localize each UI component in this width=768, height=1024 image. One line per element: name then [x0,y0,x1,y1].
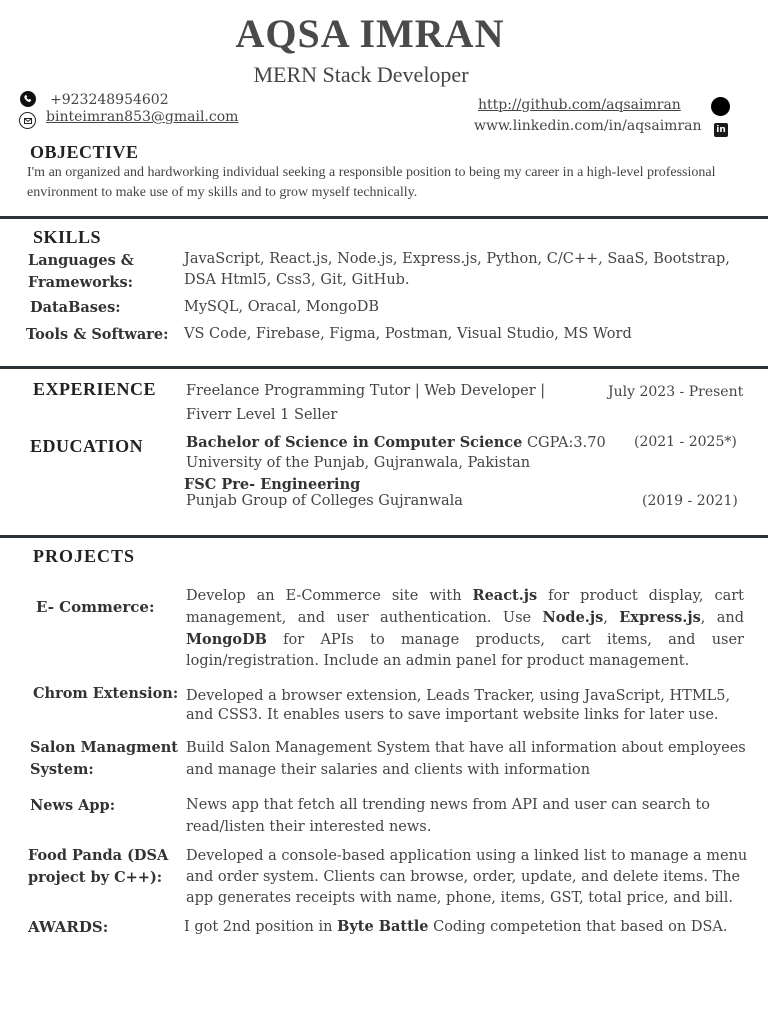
skills-label-tools: Tools & Software: [26,326,169,343]
project-text-news: News app that fetch all trending news from API and user can search to read/listen their interested news. [186,797,711,835]
fsc-date: (2019 - 2021) [642,493,738,509]
phone-number[interactable]: +923248954602 [50,92,169,108]
cgpa: CGPA:3.70 [526,435,606,451]
experience-title: Freelance Programming Tutor | Web Developer | Fiverr Level 1 Seller [186,383,546,423]
github-icon[interactable] [711,97,730,116]
fsc-degree: FSC Pre- Engineering [184,476,361,493]
project-text-foodpanda: Developed a console-based application using a linked list to manage a menu and order system. Clients can browse, order, update, and delete items. The app generates receipts with name, phone, items, GST, total price, and bill. [186,848,748,906]
projects-heading: PROJECTS [33,546,136,566]
project-label-news: News App: [30,797,116,814]
section-divider [0,535,768,538]
skills-label-databases: DataBases: [30,299,121,316]
skills-value-databases: MySQL, Oracal, MongoDB [184,299,379,315]
skills-value-tools: VS Code, Firebase, Figma, Postman, Visual Studio, MS Word [184,326,632,342]
university-name: University of the Punjab, Gujranwala, Pakistan [186,455,531,471]
job-title: MERN Stack Developer [253,62,469,87]
section-divider [0,216,768,219]
github-link[interactable]: http://github.com/aqsaimran [478,97,681,113]
experience-heading: EXPERIENCE [33,379,157,399]
project-label-chrome: Chrom Extension: [33,685,179,702]
degree-date: (2021 - 2025*) [634,434,737,450]
project-label-salon: Salon Managment System: [30,739,178,778]
project-text-ecommerce: Develop an E-Commerce site with React.js for product display, cart management, and user authentication. Use Node.js, Express.js, and MongoDB for APIs to manage products, cart items, and user login/registration. Include an admin panel for product management. [186,587,745,669]
linkedin-link[interactable]: www.linkedin.com/in/aqsaimran [474,118,702,134]
objective-text: I'm an organized and hardworking individual seeking a responsible position to being my career in a high-level professional environment to make use of my skills and to grow myself technically. [27,165,716,200]
skills-label-languages: Languages & Frameworks: [28,252,134,291]
skills-value-languages: JavaScript, React.js, Node.js, Express.js, Python, C/C++, SaaS, Bootstrap, DSA Html5, Css3, Git, GitHub. [184,251,730,288]
project-label-ecommerce: E- Commerce: [36,598,155,616]
objective-heading: OBJECTIVE [30,142,139,162]
college-name: Punjab Group of Colleges Gujranwala [186,493,463,509]
degree-title: Bachelor of Science in Computer Science [186,434,523,451]
project-text-chrome: Developed a browser extension, Leads Tracker, using JavaScript, HTML5, and CSS3. It enables users to save important website links for later use. [186,688,731,723]
linkedin-icon[interactable]: in [714,123,728,137]
project-label-foodpanda: Food Panda (DSA project by C++): [28,847,169,886]
skills-heading: SKILLS [33,227,102,247]
awards-text: I got 2nd position in Byte Battle Coding competetion that based on DSA. [184,918,728,935]
email-link[interactable]: binteimran853@gmail.com [46,109,239,125]
candidate-name: AQSA IMRAN [235,11,505,56]
phone-icon [20,91,36,107]
awards-heading: AWARDS: [28,918,109,936]
project-text-salon: Build Salon Management System that have all information about employees and manage their salaries and clients with information [186,740,746,778]
experience-date: July 2023 - Present [608,384,744,400]
mail-icon [19,112,36,129]
section-divider [0,366,768,369]
education-heading: EDUCATION [30,436,144,456]
degree-line [186,432,606,454]
